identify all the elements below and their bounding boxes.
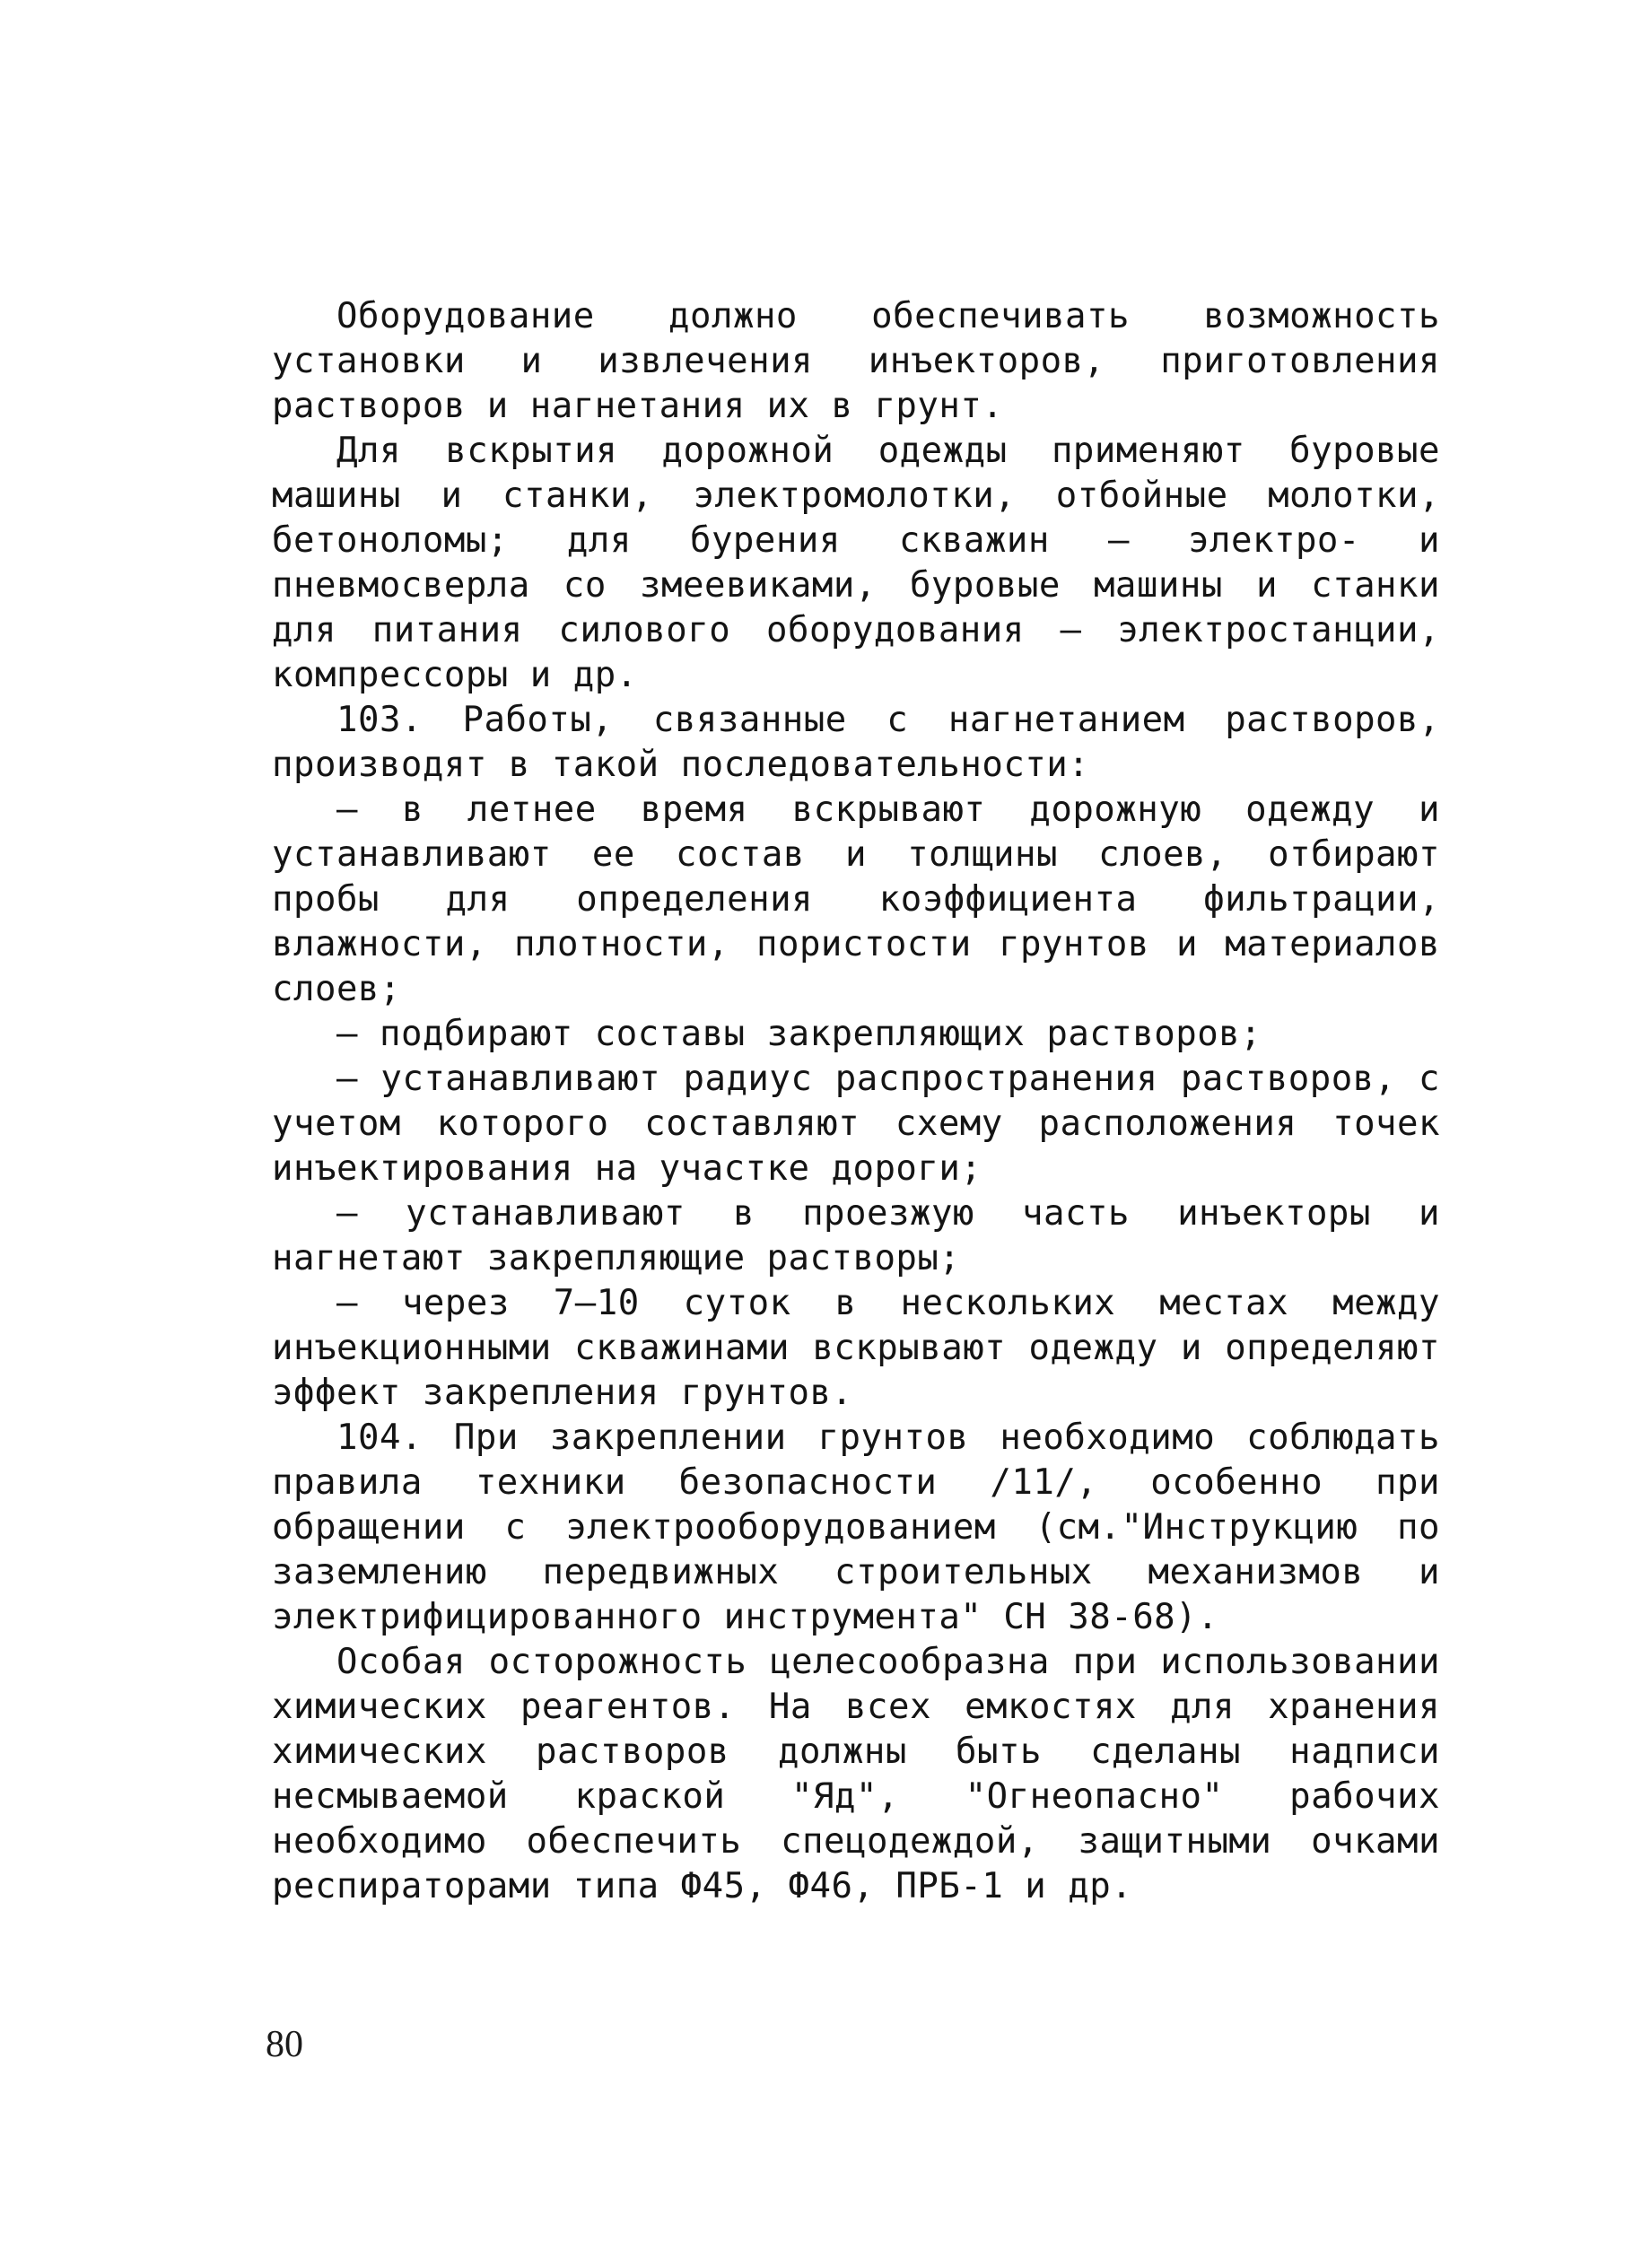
paragraph-equipment: Оборудование должно обеспечивать возможность установки и извлечения инъекторов, приготовления растворов и нагнетания их в грунт. bbox=[272, 296, 1440, 426]
paragraph-caution: Особая осторожность целесообразна при использовании химических реагентов. На всех емкостях для хранения химических растворов должны быть сделаны надписи несмываемой краской "Яд", "Огнеопасно" рабочих необходимо обеспечить спецодеждой, защитными очками респираторами типа Ф45, Ф46, ПРБ-1 и др. bbox=[272, 1642, 1440, 1906]
list-item-summer-opening: – в летнее время вскрывают дорожную одежду и устанавливают ее состав и толщины слоев, отбирают пробы для определения коэффициента фильтрации, влажности, плотности, пористости грунтов и материалов слоев; bbox=[272, 789, 1440, 1009]
paragraph-103: 103. Работы, связанные с нагнетанием растворов, производят в такой последовательности: bbox=[272, 700, 1440, 785]
body-text bbox=[272, 294, 1440, 1909]
list-item-select-solutions: – подбирают составы закрепляющих растворов; bbox=[336, 1014, 1262, 1054]
paragraph-104: 104. При закреплении грунтов необходимо соблюдать правила техники безопасности /11/, особенно при обращении с электрооборудованием (см."Инструкцию по заземлению передвижных строительных механизмов и электрифицированного инструмента" СН 38-68). bbox=[272, 1418, 1440, 1637]
page-number: 80 bbox=[266, 2024, 303, 2065]
list-item-radius: – устанавливают радиус распространения растворов, с учетом которого составляют схему расположения точек инъектирования на участке дороги; bbox=[272, 1059, 1440, 1189]
list-item-injectors: – устанавливают в проезжую часть инъекторы и нагнетают закрепляющие растворы; bbox=[272, 1193, 1440, 1278]
list-item-check-effect: – через 7–10 суток в нескольких местах между инъекционными скважинами вскрывают одежду и определяют эффект закрепления грунтов. bbox=[272, 1283, 1440, 1413]
paragraph-road-opening: Для вскрытия дорожной одежды применяют буровые машины и станки, электромолотки, отбойные молотки, бетоноломы; для бурения скважин – электро- и пневмосверла со змеевиками, буровые машины и станки для питания силового оборудования – электростанции, компрессоры и др. bbox=[272, 431, 1440, 695]
